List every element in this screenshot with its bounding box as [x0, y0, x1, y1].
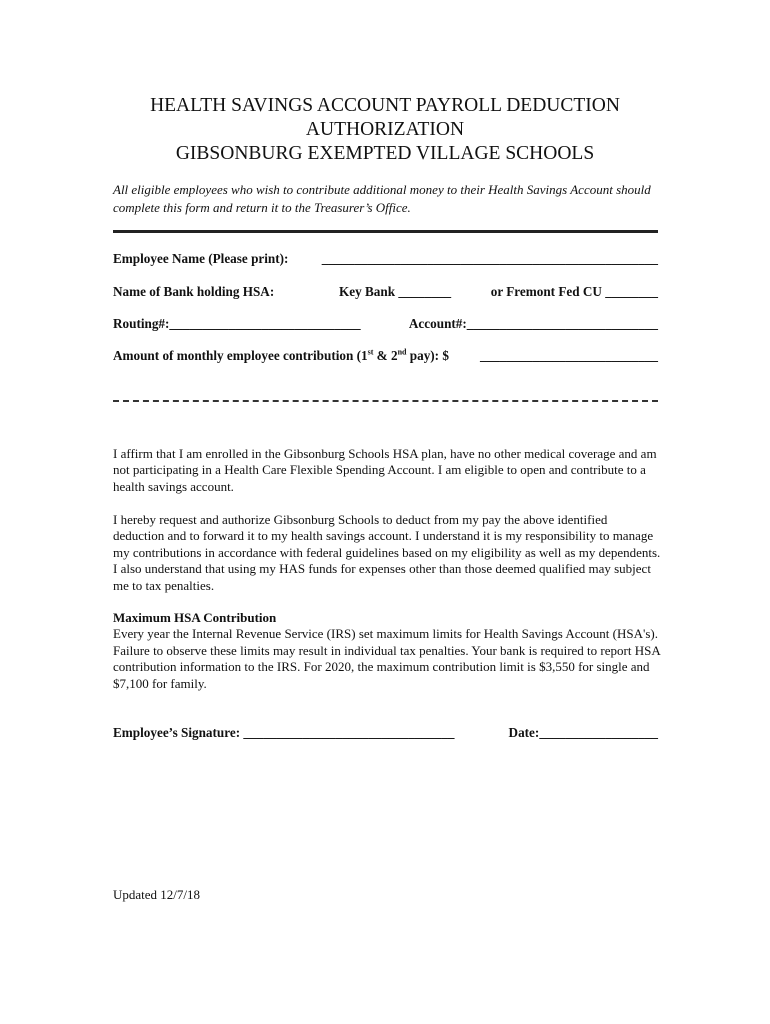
dashed-divider: [113, 400, 658, 402]
signature-field[interactable]: ________________________________: [243, 725, 455, 740]
title-line-2: AUTHORIZATION: [305, 119, 465, 140]
section-divider: [113, 230, 658, 233]
key-bank-field[interactable]: Key Bank ________: [339, 284, 452, 299]
updated-date: Updated 12/7/18: [113, 887, 201, 902]
amount-label: Amount of monthly employee contribution (1st & 2nd pay): $: [113, 347, 449, 363]
form-title: [100, 94, 670, 166]
employee-name-row: [113, 251, 658, 267]
amount-row: [113, 348, 658, 364]
date-label: Date:: [508, 725, 540, 740]
intro-text: All eligible employees who wish to contribute additional money to their Health Savings Account should complete this form and return it to the Treasurer’s Office.: [113, 182, 651, 215]
account-field[interactable]: _____________________________: [466, 316, 658, 331]
employee-name-label: Employee Name (Please print):: [113, 251, 289, 266]
max-contribution-section: [113, 610, 661, 692]
amount-field[interactable]: ___________________________: [479, 348, 658, 363]
bank-row: [113, 284, 658, 300]
affirm-paragraph: I affirm that I am enrolled in the Gibsonburg Schools HSA plan, have no other medical coverage and am not participating in a Health Care Flexible Spending Account. I am eligible to open and contribute to a health savings account.: [113, 446, 657, 494]
account-label: Account#:: [408, 316, 467, 331]
employee-name-field[interactable]: ___________________________________________________: [321, 251, 658, 266]
bank-label: Name of Bank holding HSA:: [113, 284, 275, 299]
title-line-3: GIBSONBURG EXEMPTED VILLAGE SCHOOLS: [175, 143, 595, 164]
max-contribution-body: Every year the Internal Revenue Service (IRS) set maximum limits for Health Savings Account (HSA's). Failure to observe these limits may result in individual tax penalties. Your bank is required to report HSA contribution information to the IRS. For 2020, the maximum contribution limit is $3,550 for single and $7,100 for family.: [113, 626, 660, 691]
max-contribution-heading: Maximum HSA Contribution: [113, 610, 277, 625]
date-field[interactable]: __________________: [539, 725, 658, 740]
routing-field[interactable]: _____________________________: [169, 316, 361, 331]
title-line-1: HEALTH SAVINGS ACCOUNT PAYROLL DEDUCTION: [150, 95, 620, 116]
signature-label: Employee’s Signature:: [113, 725, 244, 740]
signature-row: [113, 725, 658, 741]
routing-label: Routing#:: [113, 316, 170, 331]
fremont-field[interactable]: or Fremont Fed CU ________: [490, 284, 658, 299]
authorize-paragraph: I hereby request and authorize Gibsonburg Schools to deduct from my pay the above identified deduction and to forward it to my health savings account. I understand it is my responsibility to manage my contributions in accordance with federal guidelines based on my eligibility as well as my dependents. I also understand that using my HAS funds for expenses other than those deemed qualified may subject me to tax penalties.: [113, 512, 661, 593]
routing-account-row: [113, 316, 658, 332]
